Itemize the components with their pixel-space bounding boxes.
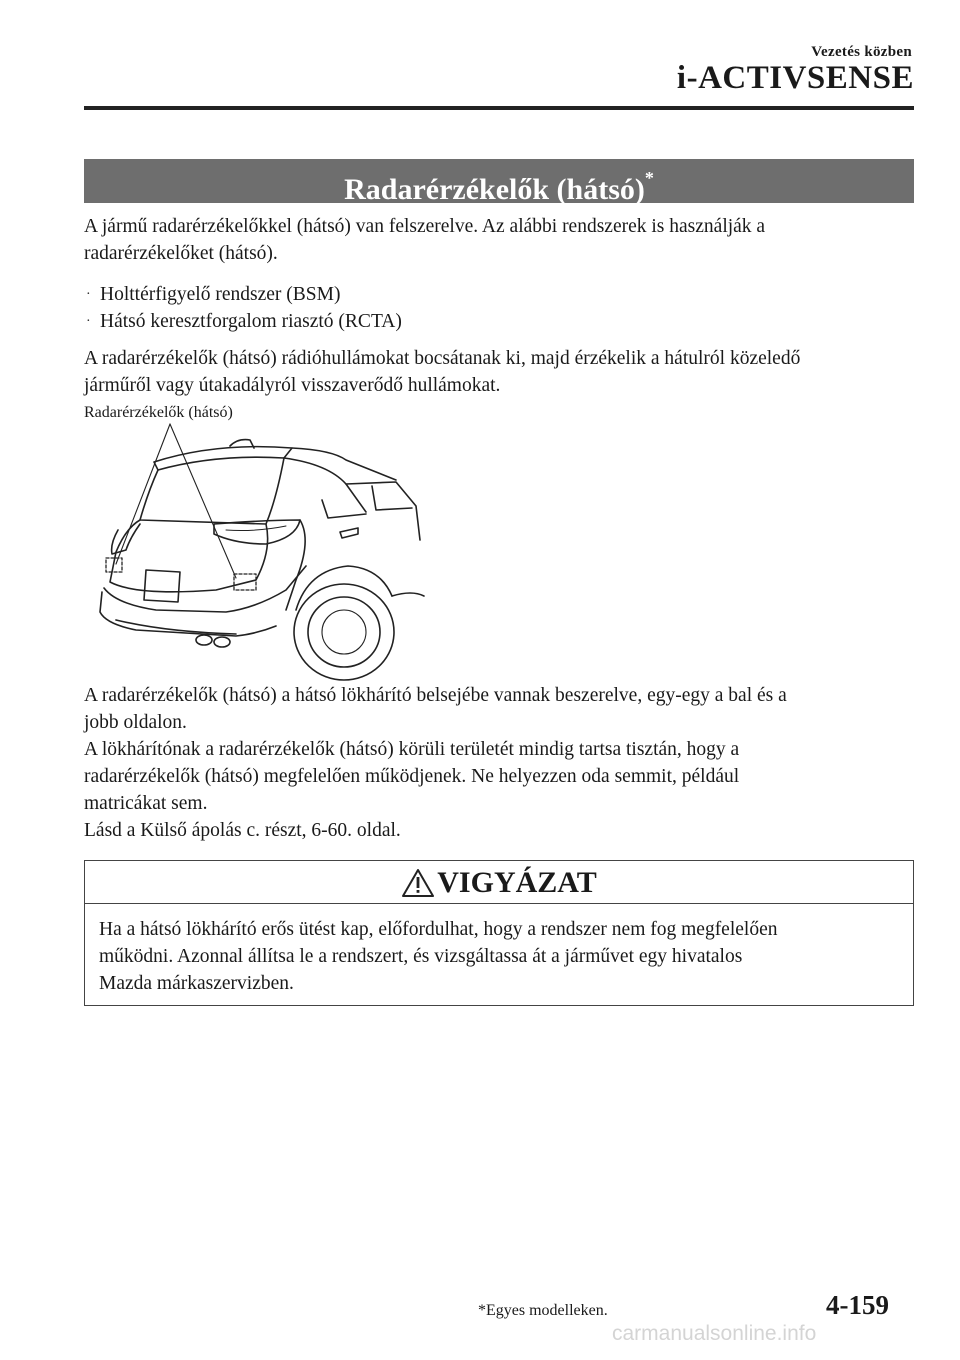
para2-line-2: járműről vagy útakadályról visszaverődő hullámokat. xyxy=(84,375,501,396)
bullet-text: Hátsó keresztforgalom riasztó (RCTA) xyxy=(100,311,402,332)
para3-line-4: radarérzékelők (hátsó) megfelelően működjenek. Ne helyezzen oda semmit, például xyxy=(84,766,740,787)
warning-triangle-icon xyxy=(401,868,435,898)
footnote: *Egyes modelleken. xyxy=(478,1302,608,1319)
chapter-title: i-ACTIVSENSE xyxy=(676,60,914,96)
header-rule xyxy=(84,106,914,110)
warning-line-1: Ha a hátsó lökhárító erős ütést kap, előfordulhat, hogy a rendszer nem fog megfelelően xyxy=(99,919,778,940)
section-title: Radarérzékelők (hátsó) xyxy=(344,173,645,206)
para3-line-6: Lásd a Külső ápolás c. részt, 6-60. oldal. xyxy=(84,820,401,841)
para3-line-2: jobb oldalon. xyxy=(84,712,187,733)
bullet-item-bsm xyxy=(86,281,340,308)
warning-header xyxy=(85,861,913,904)
para2-line-1: A radarérzékelők (hátsó) rádióhullámokat bocsátanak ki, majd érzékelik a hátulról közeledő xyxy=(84,348,801,369)
bullet-text: Holttérfigyelő rendszer (BSM) xyxy=(100,284,341,305)
bullet-dot-icon: · xyxy=(86,287,91,302)
para3-line-3: A lökhárítónak a radarérzékelők (hátsó) körüli területét mindig tartsa tisztán, hogy a xyxy=(84,739,740,760)
warning-box xyxy=(84,860,914,1006)
section-title-bar xyxy=(84,159,914,206)
watermark: carmanualsonline.info xyxy=(612,1322,817,1345)
intro-line-1: A jármű radarérzékelőkkel (hátsó) van felszerelve. Az alábbi rendszerek is használják a xyxy=(84,216,766,237)
car-rear-illustration xyxy=(96,420,426,682)
para3-line-5: matricákat sem. xyxy=(84,793,208,814)
warning-text xyxy=(99,916,899,997)
warning-line-3: Mazda márkaszervizben. xyxy=(99,973,294,994)
page-number: 4-159 xyxy=(826,1290,889,1320)
bullet-dot-icon: · xyxy=(86,314,91,329)
bullet-item-rcta xyxy=(86,308,402,335)
para3-line-1: A radarérzékelők (hátsó) a hátsó lökhárító belsejébe vannak beszerelve, egy-egy a bal és a xyxy=(84,685,787,706)
chapter-kicker: Vezetés közben xyxy=(811,44,912,60)
warning-line-2: működni. Azonnal állítsa le a rendszert, és vizsgáltassa át a járművet egy hivatalos xyxy=(99,946,743,967)
intro-line-2: radarérzékelőket (hátsó). xyxy=(84,243,278,264)
warning-heading: VIGYÁZAT xyxy=(437,866,597,899)
section-asterisk: * xyxy=(644,168,654,188)
figure-label: Radarérzékelők (hátsó) xyxy=(84,404,233,421)
